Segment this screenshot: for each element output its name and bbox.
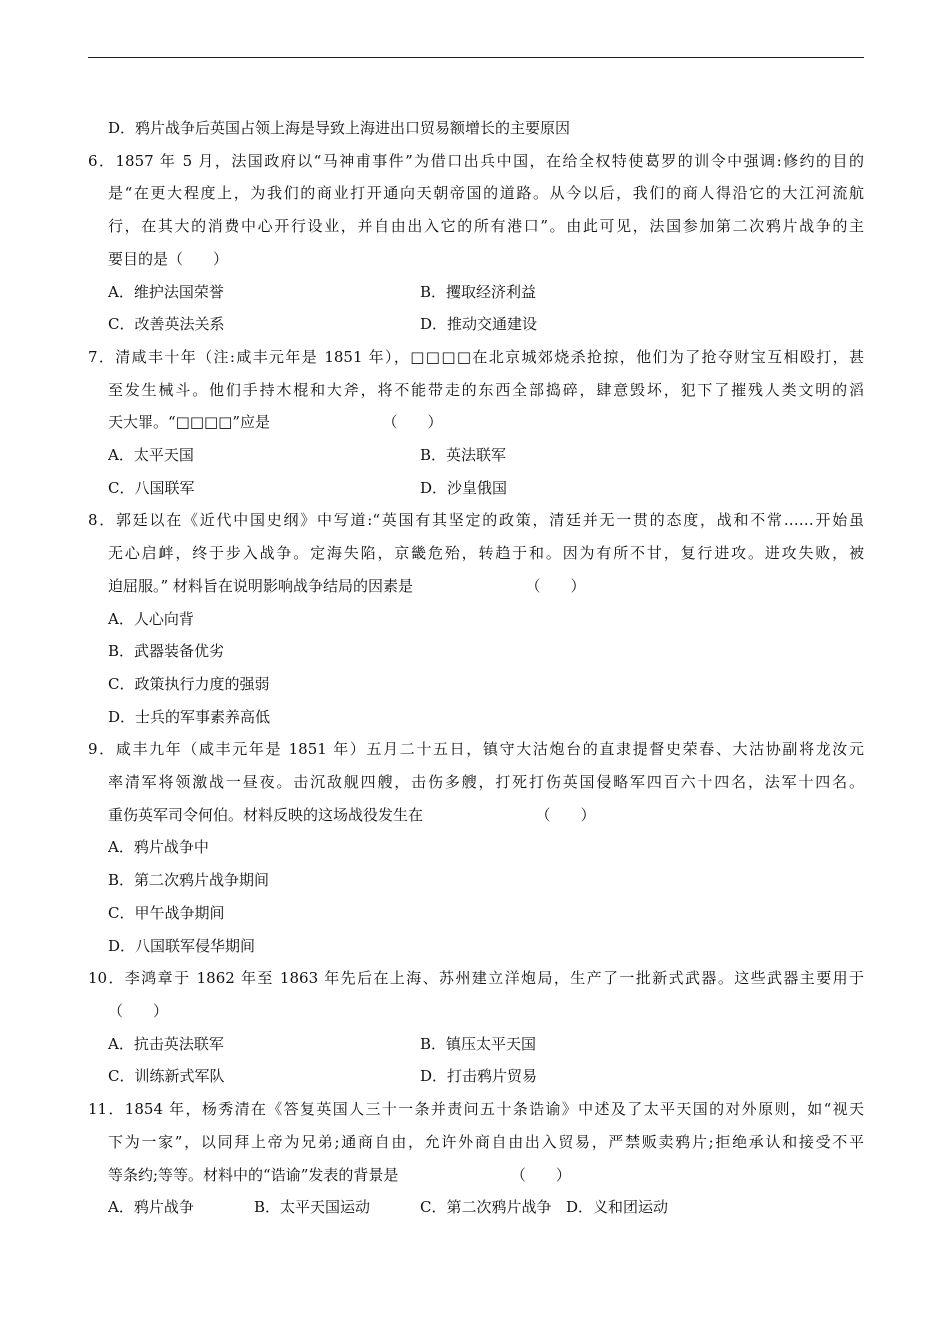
q6-line-1: 6．1857 年 5 月，法国政府以“马神甫事件”为借口出兵中国，在给全权特使葛罗的训令中强调:修约的目的 [88, 151, 864, 170]
q7-option-c[interactable]: C．八国联军 [108, 478, 195, 497]
q8-option-a[interactable]: A．人心向背 [108, 609, 194, 628]
q9-option-b[interactable]: B．第二次鸦片战争期间 [108, 871, 270, 890]
question-7 [88, 341, 864, 505]
q7-options-row-2 [88, 472, 864, 505]
q7-option-b[interactable]: B．英法联军 [420, 446, 507, 465]
q10-line-2: （ ） [108, 1001, 169, 1020]
q11-line-3: 等条约;等等。材料中的“诰谕”发表的背景是 （ ） [108, 1165, 571, 1184]
question-6 [88, 145, 864, 341]
q8-option-b[interactable]: B．武器装备优劣 [108, 642, 225, 661]
question-8 [88, 504, 864, 733]
q7-option-d[interactable]: D．沙皇俄国 [420, 478, 508, 497]
q6-options-row-1 [88, 276, 864, 309]
q10-options-row-1 [88, 1028, 864, 1061]
q6-option-d[interactable]: D．推动交通建设 [420, 315, 538, 334]
q10-option-b[interactable]: B．镇压太平天国 [420, 1034, 537, 1053]
q11-line-2: 下为一家”，以同拜上帝为兄弟;通商自由，允许外商自由出入贸易，严禁贩卖鸦片;拒绝承认和接受不平 [108, 1132, 864, 1151]
q6-line-4: 要目的是（ ） [108, 249, 229, 268]
q7-line-2: 至发生械斗。他们手持木棍和大斧，将不能带走的东西全部捣碎，肆意毁坏，犯下了摧残人类文明的滔 [108, 380, 864, 399]
q6-options-row-2 [88, 308, 864, 341]
q10-option-d[interactable]: D．打击鸦片贸易 [420, 1067, 538, 1086]
q6-option-c[interactable]: C．改善英法关系 [108, 315, 225, 334]
q6-option-a[interactable]: A．维护法国荣誉 [108, 282, 224, 301]
q9-line-2: 率清军将领激战一昼夜。击沉敌舰四艘，击伤多艘，打死打伤英国侵略军四百六十四名，法军十四名。 [108, 773, 864, 792]
q8-option-c[interactable]: C．政策执行力度的强弱 [108, 674, 270, 693]
q7-line-1: 7．清咸丰十年（注:咸丰元年是 1851 年），□□□□在北京城郊烧杀抢掠，他们为了抢夺财宝互相殴打，甚 [88, 347, 864, 366]
q9-option-a[interactable]: A．鸦片战争中 [108, 838, 209, 857]
q11-option-a[interactable]: A．鸦片战争 [108, 1198, 194, 1217]
question-9 [88, 733, 864, 962]
header-rule [88, 57, 864, 58]
q11-option-c[interactable]: C．第二次鸦片战争 [420, 1198, 552, 1217]
q10-option-c[interactable]: C．训练新式军队 [108, 1067, 225, 1086]
q11-line-1: 11．1854 年，杨秀清在《答复英国人三十一条并责问五十条诰谕》中述及了太平天国的对外原则，如“视天 [88, 1100, 864, 1119]
q9-line-1: 9．咸丰九年（咸丰元年是 1851 年）五月二十五日，镇守大沽炮台的直隶提督史荣春、大沽协副将龙汝元 [88, 740, 864, 759]
q6-line-3: 行，在其大的消费中心开行设业，并自由出入它的所有港口”。由此可见，法国参加第二次鸦片战争的主 [108, 217, 864, 236]
q9-option-c[interactable]: C．甲午战争期间 [108, 903, 225, 922]
q9-line-3: 重伤英军司令何伯。材料反映的这场战役发生在 （ ） [108, 805, 596, 824]
q11-option-b[interactable]: B．太平天国运动 [254, 1198, 371, 1217]
q6-option-b[interactable]: B．攫取经济利益 [420, 282, 537, 301]
q11-option-d[interactable]: D．义和团运动 [566, 1198, 669, 1217]
q10-line-1: 10．李鸿章于 1862 年至 1863 年先后在上海、苏州建立洋炮局，生产了一批新式武器。这些武器主要用于 [88, 969, 864, 988]
q10-option-a[interactable]: A．抗击英法联军 [108, 1034, 224, 1053]
q9-option-d[interactable]: D．八国联军侵华期间 [108, 936, 256, 955]
q10-options-row-2 [88, 1060, 864, 1093]
q8-line-2: 无心启衅，终于步入战争。定海失陷，京畿危殆，转趋于和。因为有所不甘，复行进攻。进攻失败，被 [108, 544, 864, 563]
q5-option-d: D．鸦片战争后英国占领上海是导致上海进出口贸易额增长的主要原因 [108, 119, 571, 137]
q8-option-d[interactable]: D．士兵的军事素养高低 [108, 707, 271, 726]
q6-line-2: 是“在更大程度上，为我们的商业打开通向天朝帝国的道路。从今以后，我们的商人得沿它的大江河流航 [108, 184, 864, 203]
q8-line-1: 8．郭廷以在《近代中国史纲》中写道:“英国有其坚定的政策，清廷并无一贯的态度，战和不常……开始虽 [88, 511, 864, 530]
q7-options-row-1 [88, 439, 864, 472]
q11-options-row [88, 1191, 864, 1224]
exam-content [88, 112, 864, 1224]
q8-line-3: 迫屈服。” 材料旨在说明影响战争结局的因素是 （ ） [108, 576, 586, 595]
q7-line-3: 天大罪。“□□□□”应是 （ ） [108, 413, 443, 432]
question-10 [88, 962, 864, 1093]
q7-option-a[interactable]: A．太平天国 [108, 446, 194, 465]
question-11 [88, 1093, 864, 1224]
